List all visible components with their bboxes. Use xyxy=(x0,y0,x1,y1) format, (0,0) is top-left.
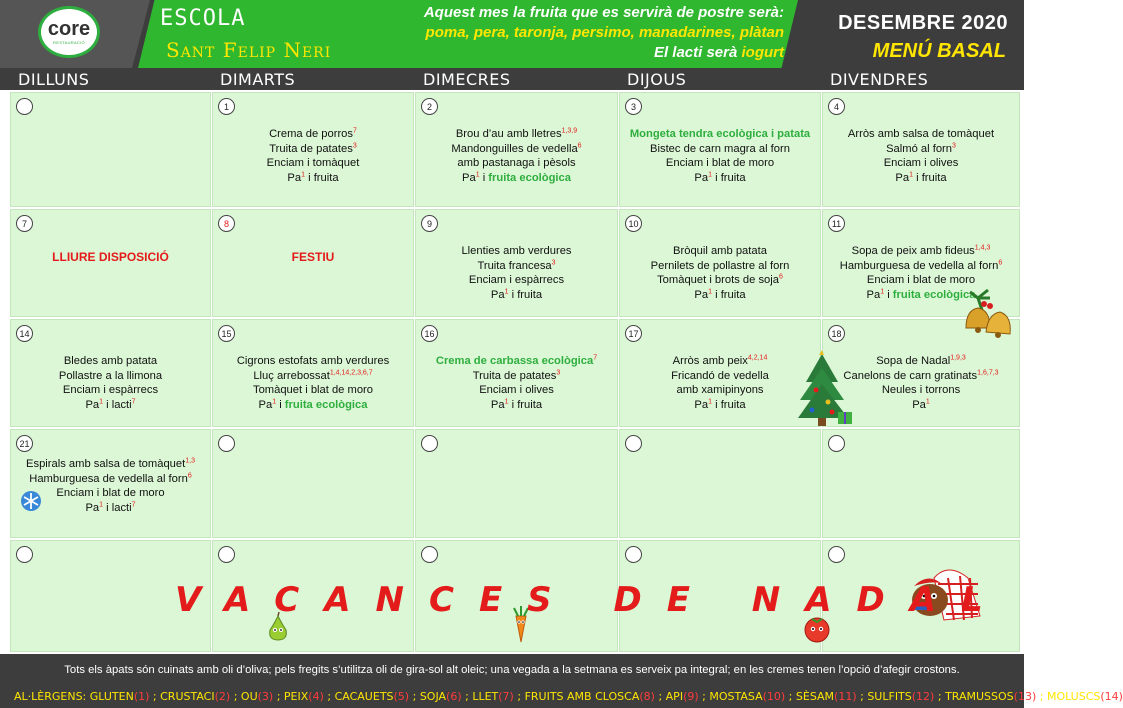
menu-text: i lacti xyxy=(103,501,132,514)
menu-items xyxy=(213,127,413,185)
allergen-number: (10) xyxy=(762,690,786,703)
allergen-separator: ; xyxy=(409,690,420,703)
day-number: 7 xyxy=(16,215,33,232)
menu-text: Bistec de carn magra al forn xyxy=(650,142,790,155)
weekday-dimarts: DIMARTS xyxy=(220,70,296,89)
allergen-ref: 3 xyxy=(352,141,357,149)
menu-text: Pernilets de pollastre al forn xyxy=(650,259,790,272)
christmas-tree-icon xyxy=(798,350,858,430)
menu-line xyxy=(416,288,617,303)
allergen-number: (7) xyxy=(498,690,514,703)
menu-items xyxy=(416,127,617,185)
day-cell xyxy=(415,92,618,207)
menu-line xyxy=(11,369,210,384)
allergen-ref: 6 xyxy=(577,141,582,149)
allergen-ref: 1,9,3 xyxy=(950,354,966,362)
allergen-separator: ; xyxy=(230,690,241,703)
menu-text: Enciam i olives xyxy=(479,384,554,396)
allergen-ref: 1,4,14,2,3,6,7 xyxy=(329,368,373,376)
menu-line xyxy=(11,354,210,369)
allergen-ref: 1,4,3 xyxy=(974,244,991,252)
cooking-note: Tots els àpats són cuinats amb oli d’oliva; pels fregits s’utilitza oli de gira-sol alt oleic; una vegada a la setmana es serveix pa integral; en les cremes tenen l’opció d’afegir crostons. xyxy=(0,654,1024,686)
allergen-separator: ; xyxy=(654,690,666,703)
menu-line xyxy=(416,369,617,384)
menu-items xyxy=(213,354,413,412)
allergen-ref: 3 xyxy=(556,368,561,376)
allergen-ref: 1 xyxy=(301,170,305,178)
day-cell xyxy=(10,209,211,317)
allergen-ref: 6 xyxy=(778,273,783,281)
menu-text: Pa xyxy=(866,288,881,301)
menu-text: Pollastre a la llimona xyxy=(58,369,163,382)
fruit-list: poma, pera, taronja, persimo, manadarines, plàtan xyxy=(425,24,784,41)
day-cell xyxy=(212,319,414,427)
day-cell xyxy=(10,319,211,427)
allergen-ref: 1 xyxy=(99,500,104,508)
allergen-number: (3) xyxy=(257,690,274,703)
menu-text: Enciam i tomàquet xyxy=(266,157,360,169)
menu-text: Fricandó de vedella xyxy=(671,369,769,382)
menu-type: MENÚ BASAL xyxy=(872,40,1006,62)
day-number xyxy=(421,546,438,563)
day-number xyxy=(625,546,642,563)
menu-text: Pa xyxy=(912,398,926,411)
menu-text: Pa xyxy=(85,398,100,411)
menu-items xyxy=(823,127,1019,185)
day-cell xyxy=(619,209,821,317)
menu-items xyxy=(11,354,210,412)
menu-items xyxy=(620,127,820,185)
allergen-ref: 1 xyxy=(272,397,277,405)
allergen-name: PEIX xyxy=(283,690,309,703)
day-cell xyxy=(212,209,414,317)
allergen-name: TRAMUSSOS xyxy=(945,690,1014,703)
menu-line xyxy=(416,273,617,288)
menu-line xyxy=(213,142,413,157)
menu-line xyxy=(823,142,1019,157)
menu-line xyxy=(620,354,820,369)
menu-items xyxy=(416,354,617,412)
menu-text: Pa xyxy=(490,398,505,411)
allergen-ref: 3 xyxy=(952,141,956,149)
allergen-separator: ; xyxy=(273,690,284,703)
day-cell xyxy=(822,429,1020,538)
menu-text: Espirals amb salsa de tomàquet xyxy=(26,458,186,470)
menu-line xyxy=(11,383,210,398)
menu-text: Canelons de carn gratinats xyxy=(843,369,978,382)
day-number: 9 xyxy=(421,215,438,232)
day-number xyxy=(16,98,33,115)
christmas-bells-icon xyxy=(960,288,1020,342)
allergen-number: (14) xyxy=(1100,690,1123,703)
allergen-name: MOLUSCS xyxy=(1046,690,1101,703)
day-number: 1 xyxy=(218,98,235,115)
allergen-name: SOJA xyxy=(419,690,447,703)
day-cell xyxy=(619,319,821,427)
allergen-ref: 7 xyxy=(131,397,136,405)
logo-text: core xyxy=(47,18,91,40)
day-number xyxy=(16,546,33,563)
day-number xyxy=(828,435,845,452)
menu-line xyxy=(823,156,1019,171)
eco-label: Mongeta tendra ecològica i patata xyxy=(629,128,811,140)
menu-line xyxy=(620,156,820,171)
allergen-number: (2) xyxy=(214,690,231,703)
menu-text: i xyxy=(276,398,285,411)
allergen-number: (13) xyxy=(1013,690,1037,703)
menu-text: Mandonguilles de vedella xyxy=(451,142,578,155)
allergens-label: AL·LÈRGENS: xyxy=(14,690,90,703)
allergen-ref: 1 xyxy=(909,170,913,178)
menu-line xyxy=(620,259,820,274)
snowflake-icon xyxy=(20,490,42,512)
menu-line xyxy=(620,288,820,303)
menu-text: i xyxy=(479,171,489,184)
menu-text: i fruita xyxy=(712,288,746,301)
menu-text: Pa xyxy=(462,171,476,184)
menu-text: Llenties amb verdures xyxy=(461,245,572,257)
menu-line xyxy=(620,171,820,186)
menu-text: Lluç arrebossat xyxy=(253,369,330,382)
menu-text: Salmó al forn xyxy=(886,142,952,155)
special-day-label: FESTIU xyxy=(291,250,335,264)
menu-text: Pa xyxy=(258,398,273,411)
menu-line xyxy=(213,398,413,413)
allergen-name: GLUTEN xyxy=(89,690,134,703)
day-cell xyxy=(212,429,414,538)
day-number: 21 xyxy=(16,435,33,452)
menu-text: Pa xyxy=(694,288,709,301)
menu-line xyxy=(213,369,413,384)
day-cell xyxy=(619,429,821,538)
menu-text: Enciam i espàrrecs xyxy=(62,384,159,396)
day-number: 10 xyxy=(625,215,642,232)
menu-text: amb xamipinyons xyxy=(676,384,764,396)
day-cell xyxy=(212,92,414,207)
allergen-ref: 1,6,7,3 xyxy=(977,368,999,376)
menu-line xyxy=(11,457,210,472)
menu-text: Pa xyxy=(287,171,302,184)
day-number: 15 xyxy=(218,325,235,342)
menu-text: Pa xyxy=(895,171,910,184)
menu-text: amb pastanaga i pèsols xyxy=(457,157,576,169)
allergen-ref: 7 xyxy=(131,500,136,508)
allergen-name: API xyxy=(665,690,684,703)
menu-line xyxy=(213,127,413,142)
day-number xyxy=(218,435,235,452)
allergen-name: CACAUETS xyxy=(334,690,394,703)
allergen-separator: ; xyxy=(461,690,473,703)
allergen-name: OU xyxy=(240,690,258,703)
day-cell xyxy=(415,429,618,538)
eco-label: fruita ecològica xyxy=(284,398,368,411)
weekday-dijous: DIJOUS xyxy=(627,70,687,89)
menu-text: Enciam i blat de moro xyxy=(866,274,976,286)
allergen-legend xyxy=(0,686,1123,708)
menu-text: Cigrons estofats amb verdures xyxy=(236,355,390,367)
logo-subtext: RESTAURACIÓ xyxy=(53,40,85,45)
day-cell xyxy=(415,209,618,317)
menu-text: i fruita xyxy=(712,398,746,411)
allergen-ref: 3 xyxy=(551,258,556,266)
month-title: DESEMBRE 2020 xyxy=(838,12,1008,34)
day-number: 17 xyxy=(625,325,642,342)
menu-text: Hamburguesa de vedella al forn xyxy=(839,259,999,272)
menu-text: Arròs amb peix xyxy=(672,355,748,367)
day-cell xyxy=(10,92,211,207)
allergen-separator: ; xyxy=(323,690,335,703)
menu-line xyxy=(11,472,210,487)
day-number: 16 xyxy=(421,325,438,342)
menu-line xyxy=(620,398,820,413)
calendar-grid xyxy=(10,92,1016,652)
allergen-separator: ; xyxy=(856,690,868,703)
weekday-divendres: DIVENDRES xyxy=(830,70,929,89)
weekday-dilluns: DILLUNS xyxy=(18,70,90,89)
day-number: 8 xyxy=(218,215,235,232)
day-number xyxy=(625,435,642,452)
day-number: 2 xyxy=(421,98,438,115)
day-cell xyxy=(415,319,618,427)
allergen-number: (1) xyxy=(133,690,150,703)
menu-line xyxy=(416,156,617,171)
menu-items xyxy=(416,244,617,302)
menu-text: Truita de patates xyxy=(269,142,353,155)
day-number: 14 xyxy=(16,325,33,342)
dairy-prefix: El lacti serà xyxy=(653,44,738,61)
allergen-name: LLET xyxy=(472,690,499,703)
eco-label: fruita ecològica xyxy=(488,171,571,184)
dairy-line xyxy=(654,44,784,61)
menu-text: Enciam i olives xyxy=(883,157,959,169)
menu-line xyxy=(213,383,413,398)
allergen-ref: 1 xyxy=(708,397,712,405)
menu-text: i fruita xyxy=(712,171,746,184)
allergen-separator: ; xyxy=(785,690,796,703)
allergen-ref: 7 xyxy=(353,127,357,135)
fruit-intro: Aquest mes la fruita que es servirà de postre serà: xyxy=(423,4,784,21)
menu-line xyxy=(416,259,617,274)
allergen-number: (8) xyxy=(639,690,655,703)
day-number xyxy=(421,435,438,452)
day-number: 3 xyxy=(625,98,642,115)
day-cell xyxy=(10,429,211,538)
day-number xyxy=(828,546,845,563)
menu-line xyxy=(823,259,1019,274)
allergen-number: (9) xyxy=(683,690,699,703)
day-cell xyxy=(619,92,821,207)
allergen-name: MOSTASA xyxy=(709,690,763,703)
menu-text: Crema de porros xyxy=(269,128,354,140)
menu-text: i lacti xyxy=(103,398,132,411)
eco-label: fruita ecològica xyxy=(892,288,976,301)
allergen-name: SULFITS xyxy=(867,690,912,703)
allergen-ref: 1 xyxy=(708,170,712,178)
menu-line xyxy=(213,354,413,369)
menu-line xyxy=(416,244,617,259)
vacances-banner: VACANCES DE NADAL xyxy=(175,580,1008,620)
menu-line xyxy=(620,273,820,288)
allergen-ref: 1 xyxy=(708,287,712,295)
school-label: ESCOLA xyxy=(160,6,246,31)
menu-line xyxy=(620,369,820,384)
allergen-name: FRUITS AMB CLOSCA xyxy=(524,690,640,703)
menu-line xyxy=(823,244,1019,259)
menu-text: Pa xyxy=(490,288,505,301)
allergen-ref: 1 xyxy=(475,170,480,178)
menu-text: Pa xyxy=(694,398,709,411)
menu-text: i fruita xyxy=(508,288,543,301)
day-number: 4 xyxy=(828,98,845,115)
menu-text: Truita de patates xyxy=(472,369,557,382)
menu-line xyxy=(620,383,820,398)
weekday-dimecres: DIMECRES xyxy=(423,70,511,89)
menu-items xyxy=(620,354,820,412)
allergen-ref: 1 xyxy=(880,287,885,295)
allergen-ref: 1,3 xyxy=(185,457,195,465)
menu-text: Brou d’au amb lletres xyxy=(455,128,562,140)
allergen-number: (6) xyxy=(446,690,462,703)
menu-text: Enciam i blat de moro xyxy=(665,157,775,169)
menu-text: Arròs amb salsa de tomàquet xyxy=(847,128,995,140)
menu-line xyxy=(213,156,413,171)
menu-line xyxy=(823,127,1019,142)
menu-line xyxy=(11,398,210,413)
allergen-ref: 1 xyxy=(99,397,104,405)
allergen-name: SÈSAM xyxy=(795,690,835,703)
menu-text: Truita francesa xyxy=(477,259,552,272)
school-name: Sant Felip Neri xyxy=(166,38,332,62)
menu-line xyxy=(823,273,1019,288)
dairy-value: iogurt xyxy=(741,44,784,61)
allergen-number: (4) xyxy=(308,690,324,703)
menu-text: Pa xyxy=(85,501,100,514)
menu-text: Sopa de Nadal xyxy=(876,355,951,367)
allergen-separator: ; xyxy=(513,690,525,703)
allergen-separator: ; xyxy=(1036,690,1047,703)
menu-line xyxy=(416,127,617,142)
allergen-separator: ; xyxy=(934,690,946,703)
menu-text: Enciam i espàrrecs xyxy=(468,274,565,286)
special-day-label: LLIURE DISPOSICIÓ xyxy=(52,250,169,264)
allergen-number: (11) xyxy=(834,690,857,703)
menu-text: Bròquil amb patata xyxy=(673,245,767,257)
menu-line xyxy=(416,383,617,398)
menu-text: i fruita xyxy=(305,171,339,184)
core-logo xyxy=(38,6,100,58)
day-number xyxy=(218,546,235,563)
menu-line xyxy=(213,171,413,186)
menu-text: Sopa de peix amb fideus xyxy=(851,245,975,257)
day-cell xyxy=(822,92,1020,207)
allergen-ref: 1 xyxy=(504,397,509,405)
menu-text: Neules i torrons xyxy=(881,384,961,396)
menu-text: Tomàquet i blat de moro xyxy=(252,384,374,396)
allergen-ref: 1,3,9 xyxy=(561,127,578,135)
menu-text: Bledes amb patata xyxy=(63,355,158,367)
day-number: 11 xyxy=(828,215,845,232)
allergen-separator: ; xyxy=(698,690,710,703)
allergen-ref: 1 xyxy=(504,287,509,295)
menu-text: Hamburguesa de vedella al forn xyxy=(29,472,188,485)
allergen-number: (12) xyxy=(911,690,935,703)
allergen-ref: 4,2,14 xyxy=(747,354,768,362)
allergen-number: (5) xyxy=(393,690,410,703)
day-number: 18 xyxy=(828,325,845,342)
menu-line xyxy=(416,398,617,413)
allergen-ref: 1 xyxy=(925,397,930,405)
menu-text: i fruita xyxy=(913,171,947,184)
allergen-ref: 6 xyxy=(187,471,192,479)
menu-line xyxy=(416,354,617,369)
allergen-separator: ; xyxy=(149,690,161,703)
menu-items xyxy=(620,244,820,302)
menu-text: i xyxy=(884,288,893,301)
menu-line xyxy=(416,171,617,186)
menu-line xyxy=(823,171,1019,186)
eco-label: Crema de carbassa ecològica xyxy=(435,355,594,367)
allergen-ref: 7 xyxy=(593,354,598,362)
menu-text: i fruita xyxy=(508,398,543,411)
menu-line xyxy=(620,127,820,142)
allergen-name: CRUSTACI xyxy=(160,690,215,703)
allergen-ref: 6 xyxy=(998,258,1003,266)
menu-text: Enciam i blat de moro xyxy=(56,487,165,499)
menu-line xyxy=(620,244,820,259)
menu-line xyxy=(416,142,617,157)
menu-line xyxy=(620,142,820,157)
menu-text: Pa xyxy=(694,171,709,184)
menu-text: Tomàquet i brots de soja xyxy=(657,274,779,286)
